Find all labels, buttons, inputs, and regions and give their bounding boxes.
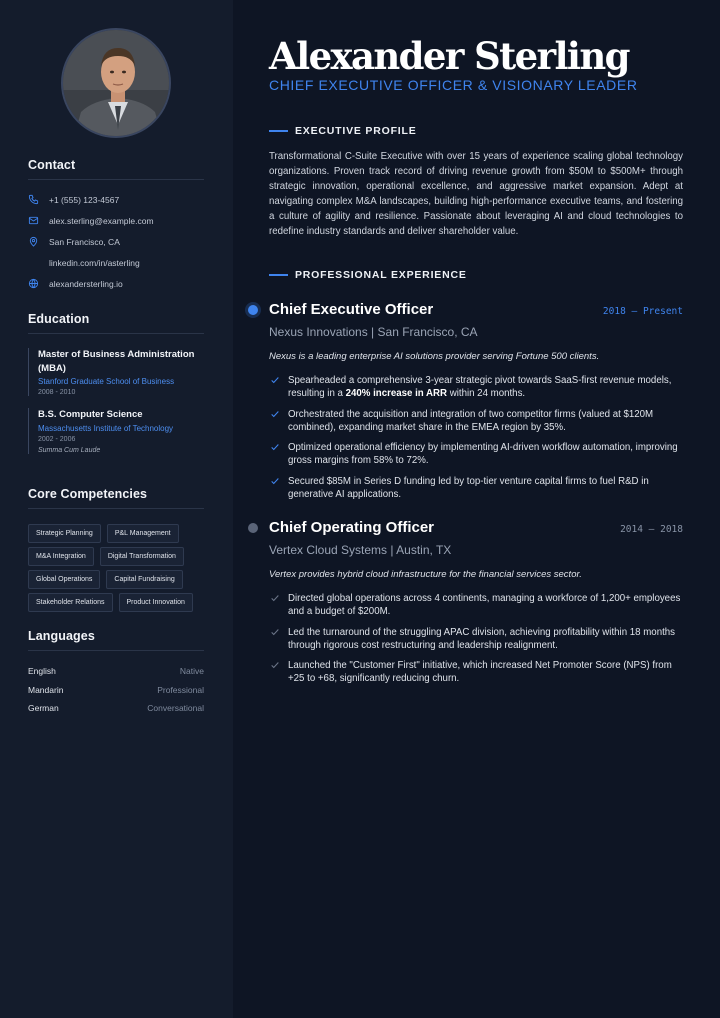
competencies-section bbox=[28, 487, 204, 612]
competency-tag: Stakeholder Relations bbox=[28, 593, 113, 612]
accent-bar bbox=[269, 130, 288, 132]
candidate-role: CHIEF EXECUTIVE OFFICER & VISIONARY LEADER bbox=[269, 77, 638, 93]
languages-section bbox=[28, 629, 204, 718]
achievement-text: Directed global operations across 4 continents, managing a workforce of 1,200+ employees and a budget of $200M. bbox=[288, 593, 681, 617]
edu-school: Stanford Graduate School of Business bbox=[38, 377, 175, 386]
check-icon bbox=[270, 375, 280, 385]
check-icon bbox=[270, 660, 280, 670]
language-name: German bbox=[28, 703, 59, 714]
language-level: Professional bbox=[157, 684, 204, 695]
language-row bbox=[28, 699, 204, 718]
language-level: Conversational bbox=[147, 703, 204, 714]
location-pin-icon bbox=[28, 236, 49, 248]
languages-title: Languages bbox=[28, 629, 204, 651]
education-title: Education bbox=[28, 312, 204, 334]
edu-years: 2008 - 2010 bbox=[38, 389, 76, 396]
education-section bbox=[28, 312, 204, 466]
competency-tag: Strategic Planning bbox=[28, 524, 101, 543]
timeline-dot bbox=[248, 305, 258, 315]
contact-phone[interactable] bbox=[28, 189, 204, 210]
edu-school: Massachusetts Institute of Technology bbox=[38, 423, 174, 433]
globe-icon bbox=[28, 278, 49, 290]
job-title: Chief Executive Officer bbox=[269, 301, 434, 318]
competency-tag: Capital Fundraising bbox=[106, 570, 182, 589]
edu-degree: Master of Business Administration (MBA) bbox=[38, 349, 195, 374]
experience-title: PROFESSIONAL EXPERIENCE bbox=[295, 269, 467, 281]
language-row bbox=[28, 681, 204, 700]
contact-website[interactable] bbox=[28, 273, 204, 294]
achievement-item bbox=[269, 626, 689, 652]
edu-years: 2002 - 2006 bbox=[38, 435, 76, 443]
education-item bbox=[28, 348, 204, 396]
education-item bbox=[28, 408, 204, 454]
edu-honor: Summa Cum Laude bbox=[38, 446, 101, 454]
candidate-name: Alexander Sterling bbox=[269, 34, 629, 78]
job-bullets bbox=[269, 592, 689, 693]
competency-tag: Global Operations bbox=[28, 570, 100, 589]
job-company: Vertex Cloud Systems | Austin, TX bbox=[269, 543, 452, 557]
check-icon bbox=[270, 476, 280, 486]
achievement-item bbox=[269, 475, 689, 501]
language-row bbox=[28, 662, 204, 681]
contact-email[interactable] bbox=[28, 210, 204, 231]
contact-website-text: alexandersterling.io bbox=[49, 278, 123, 289]
achievement-item bbox=[269, 659, 689, 685]
contact-location bbox=[28, 231, 204, 252]
profile-title: EXECUTIVE PROFILE bbox=[295, 125, 417, 137]
achievement-text: Optimized operational efficiency by implementing AI-driven workflow automation, improving gross margins from 58% to 72%. bbox=[288, 442, 678, 466]
achievement-item bbox=[269, 408, 689, 434]
competency-tag: Digital Transformation bbox=[100, 547, 184, 566]
job-title: Chief Operating Officer bbox=[269, 519, 435, 536]
contact-linkedin-text: linkedin.com/in/asterling bbox=[49, 257, 140, 268]
avatar bbox=[61, 28, 171, 138]
mail-icon bbox=[28, 215, 49, 227]
achievement-text: Orchestrated the acquisition and integration of two competitor firms (valued at $120M combined), expanding market share in the EMEA region by 35%. bbox=[288, 408, 654, 433]
job-dates: 2014 – 2018 bbox=[620, 524, 683, 535]
contact-email-text: alex.sterling@example.com bbox=[49, 215, 154, 226]
contact-phone-text: +1 (555) 123-4567 bbox=[49, 194, 120, 205]
job-dates: 2018 – Present bbox=[602, 306, 683, 317]
competency-tag: P&L Management bbox=[107, 524, 179, 543]
achievement-highlight: 240% increase in ARR bbox=[345, 388, 448, 399]
competencies-title: Core Competencies bbox=[28, 487, 204, 509]
job-description: Vertex provides hybrid cloud infrastructure for the financial services sector. bbox=[269, 569, 582, 580]
check-icon bbox=[270, 627, 280, 637]
language-name: English bbox=[28, 666, 56, 677]
edu-degree: B.S. Computer Science bbox=[38, 409, 143, 420]
accent-bar bbox=[269, 274, 288, 276]
profile-heading bbox=[269, 125, 417, 137]
competency-tag: M&A Integration bbox=[28, 547, 94, 566]
competency-tag: Product Innovation bbox=[119, 593, 193, 612]
achievement-text: within 24 months. bbox=[447, 388, 526, 399]
achievement-text: Secured $85M in Series D funding led by top-tier venture capital firms to fuel R&D in generative AI applications. bbox=[288, 475, 649, 500]
job-company: Nexus Innovations | San Francisco, CA bbox=[269, 325, 478, 339]
achievement-item bbox=[269, 441, 689, 467]
job-description: Nexus is a leading enterprise AI solutions provider serving Fortune 500 clients. bbox=[269, 351, 600, 362]
language-name: Mandarin bbox=[28, 684, 64, 695]
competency-tags bbox=[28, 524, 208, 612]
achievement-text: Launched the "Customer First" initiative, which increased Net Promoter Score (NPS) from +25 to +68, significantly reducing churn. bbox=[288, 660, 672, 684]
main-content bbox=[233, 0, 720, 1018]
profile-text: Transformational C-Suite Executive with over 15 years of experience scaling global technology organizations. Proven track record of driving revenue growth from $50M to $500M+ through strategic innovation, operational excellence, and aggressive market expansion. Adept at navigating complex M&A landscapes, building high-performance executive teams, and fostering a culture of agility and resilience. Passionate about leveraging AI and cloud technologies to redefine industry standards and deliver shareholder value. bbox=[269, 151, 683, 237]
sidebar bbox=[0, 0, 233, 1018]
timeline-dot bbox=[248, 523, 258, 533]
contact-location-text: San Francisco, CA bbox=[49, 236, 120, 247]
contact-linkedin[interactable] bbox=[28, 252, 204, 273]
contact-section bbox=[28, 158, 204, 294]
check-icon bbox=[270, 409, 280, 419]
language-level: Native bbox=[179, 666, 204, 677]
achievement-text: Spearheaded a comprehensive 3-year strategic pivot towards SaaS-first revenue models, resulting in a bbox=[288, 375, 672, 399]
check-icon bbox=[270, 442, 280, 452]
job-bullets bbox=[269, 374, 689, 508]
check-icon bbox=[270, 593, 280, 603]
phone-icon bbox=[28, 194, 49, 206]
experience-heading bbox=[269, 269, 467, 281]
achievement-item bbox=[269, 592, 689, 618]
contact-title: Contact bbox=[28, 158, 204, 180]
portrait-photo bbox=[63, 30, 171, 138]
achievement-text: Led the turnaround of the struggling APAC division, achieving profitability within 18 months through rigorous cost restructuring and leadership realignment. bbox=[288, 626, 676, 651]
achievement-item bbox=[269, 374, 689, 400]
